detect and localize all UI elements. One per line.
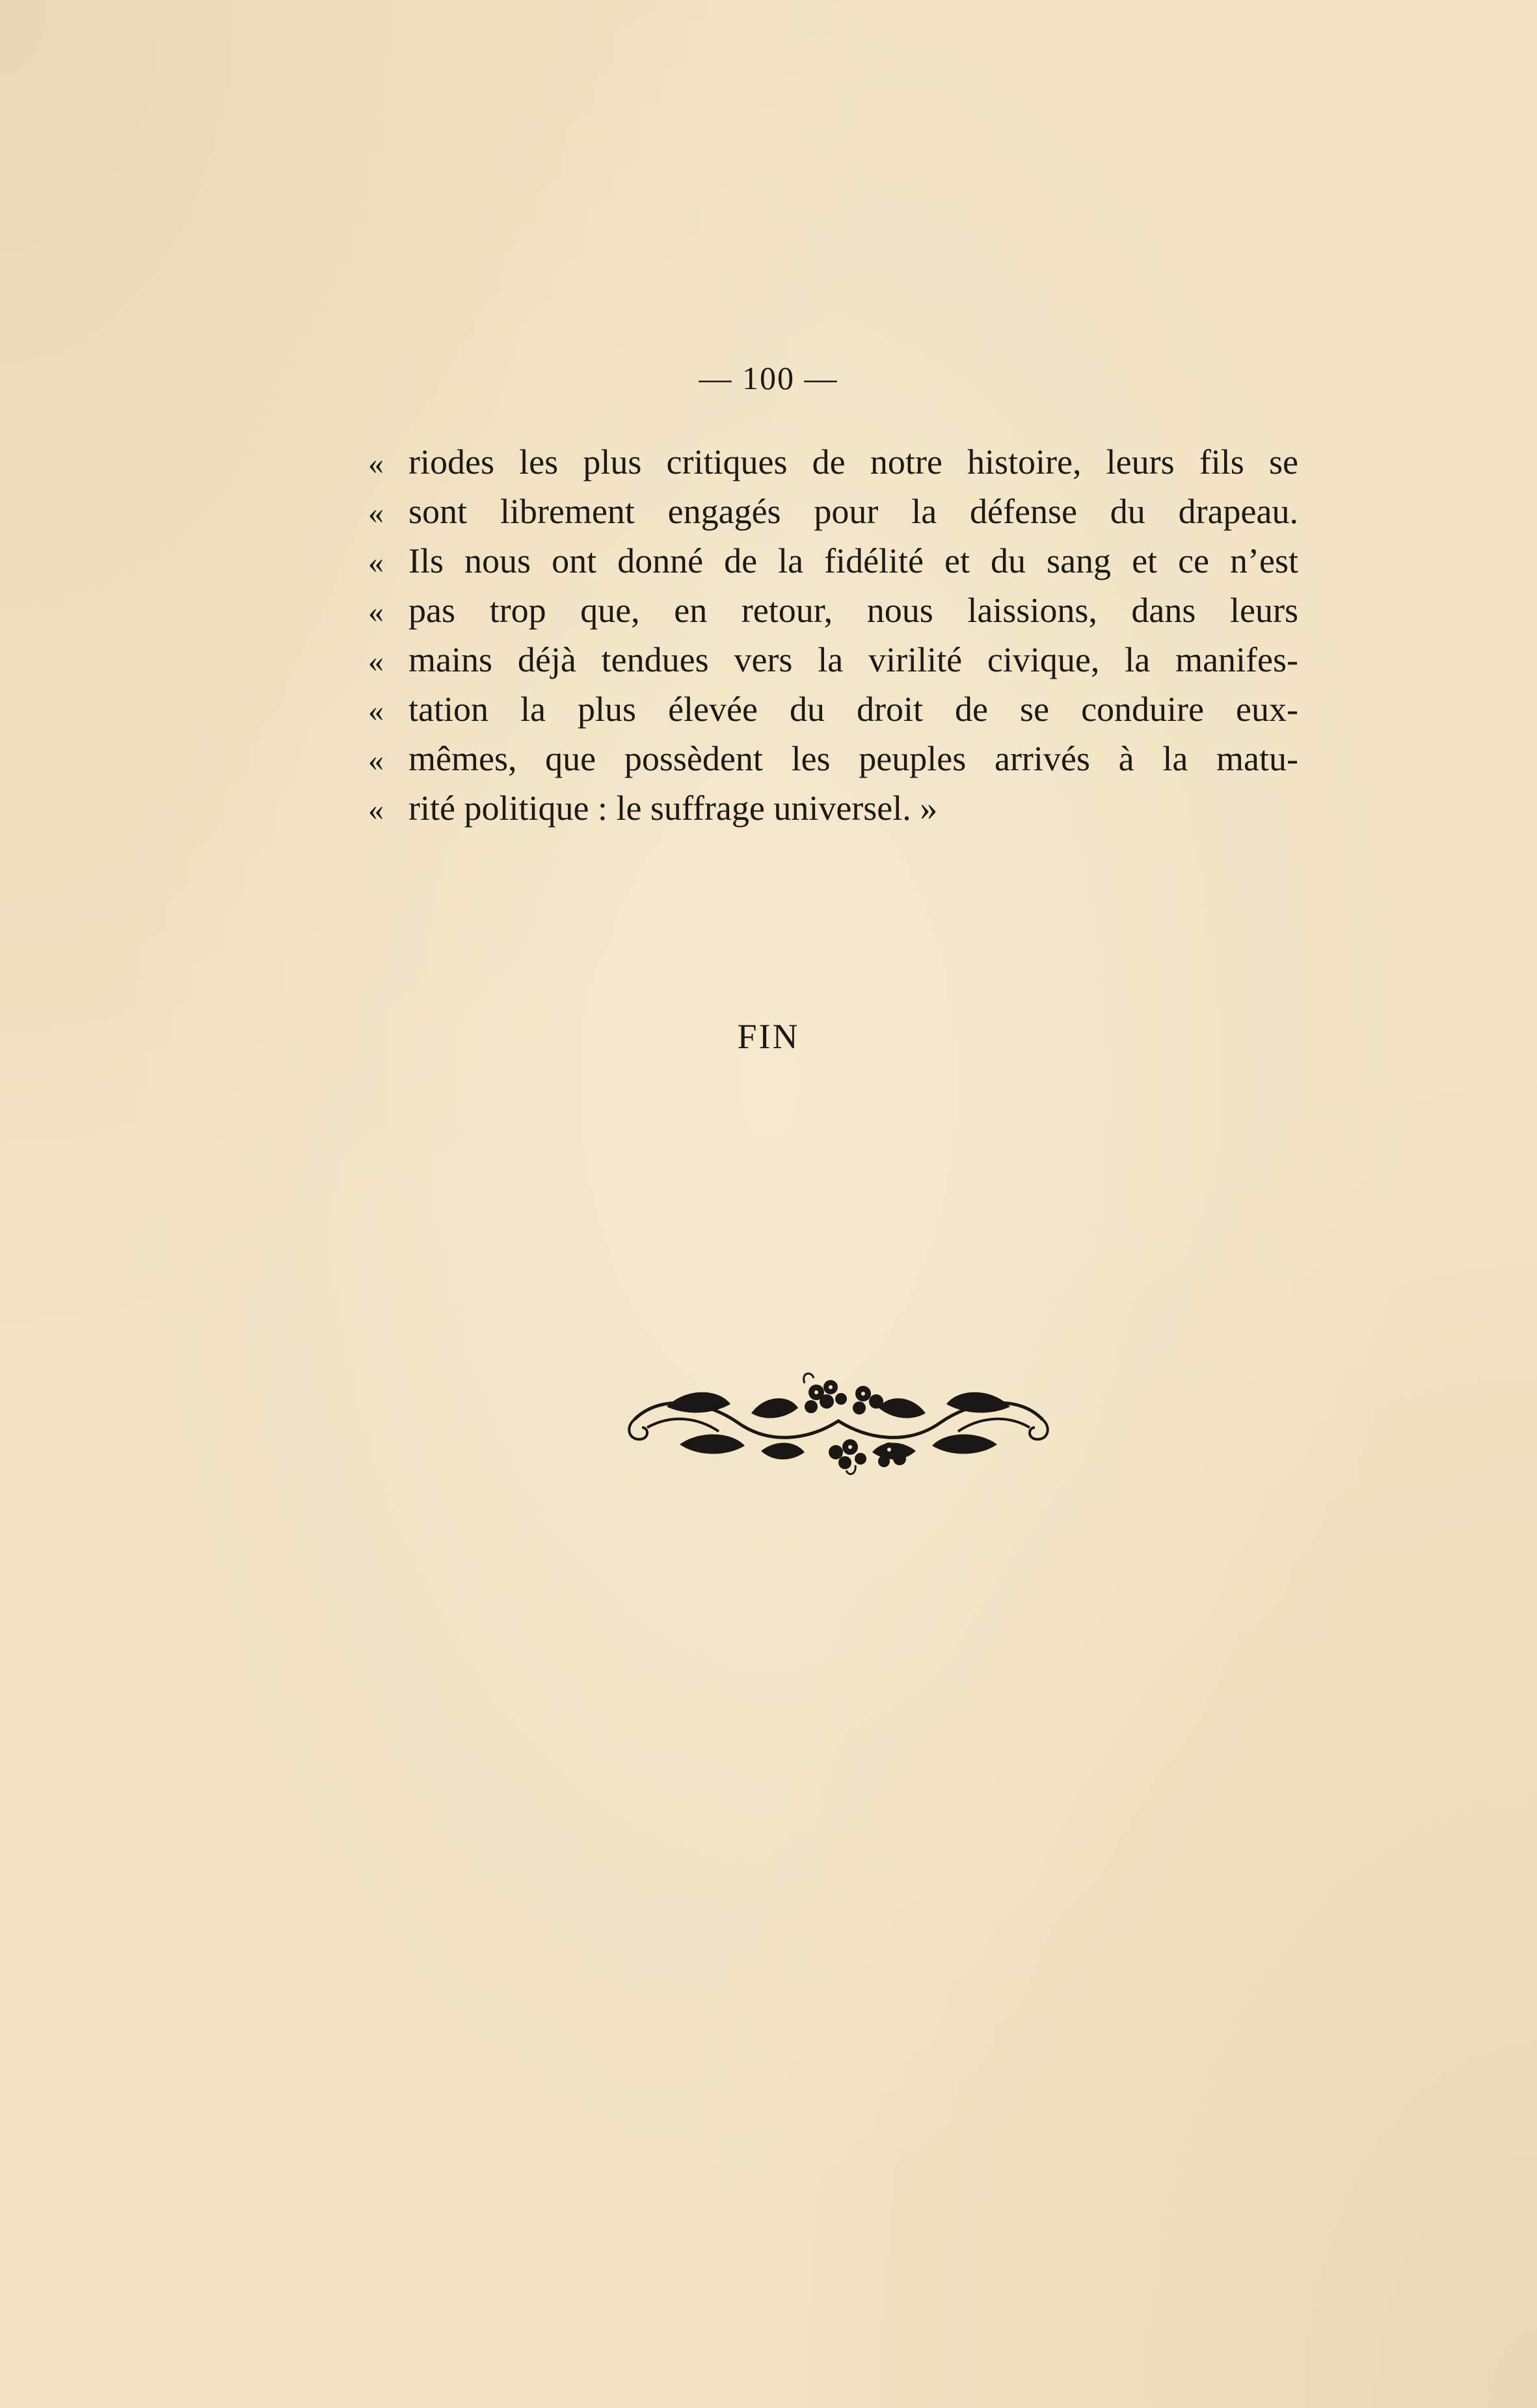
quote-mark: «: [368, 545, 384, 580]
text-line: [368, 783, 1298, 833]
text-line: [368, 684, 1298, 734]
line-text: mains déjà tendues vers la virilité civique, la manifes-: [408, 640, 1298, 679]
text-line: [368, 734, 1298, 783]
line-text: riodes les plus critiques de notre histoire, leurs fils se: [408, 442, 1298, 481]
quote-mark: «: [368, 694, 384, 728]
quote-mark: «: [368, 496, 384, 530]
line-text: sont librement engagés pour la défense du drapeau.: [408, 492, 1298, 531]
floral-vignette-icon: [621, 1368, 1056, 1478]
quote-mark: «: [368, 595, 384, 629]
body-text: [368, 437, 1298, 833]
line-text: tation la plus élevée du droit de se conduire eux-: [408, 690, 1298, 729]
text-line: [368, 635, 1298, 684]
line-text: Ils nous ont donné de la fidélité et du sang et ce n’est: [408, 541, 1298, 580]
line-text: pas trop que, en retour, nous laissions, dans leurs: [408, 591, 1298, 630]
quote-mark: «: [368, 743, 384, 778]
page-number: — 100 —: [699, 360, 838, 396]
line-text: mêmes, que possèdent les peuples arrivés à la matu-: [408, 739, 1298, 778]
fin-heading: FIN: [737, 1017, 800, 1056]
text-line: [368, 487, 1298, 536]
text-line: [368, 536, 1298, 586]
quote-mark: «: [368, 792, 384, 827]
text-line: [368, 437, 1298, 487]
line-text: rité politique : le suffrage universel. »: [408, 789, 938, 828]
quote-mark: «: [368, 446, 384, 481]
text-line: [368, 586, 1298, 635]
quote-mark: «: [368, 644, 384, 679]
